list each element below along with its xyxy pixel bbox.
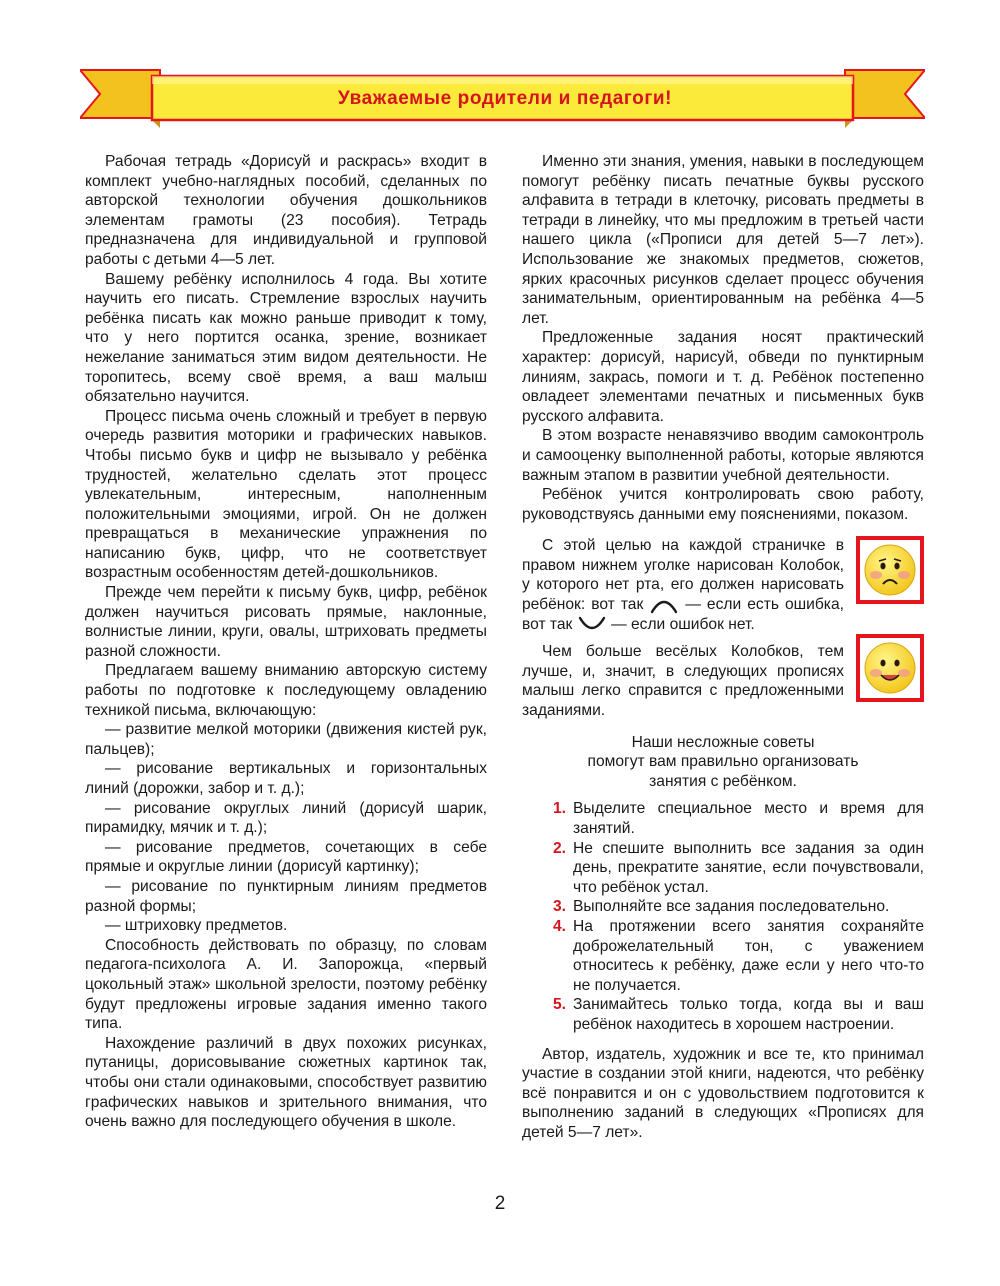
kolobok-paragraph	[522, 536, 844, 634]
tips-list	[522, 799, 924, 1034]
tips-intro-line: помогут вам правильно организовать	[587, 753, 859, 771]
frown-arc-icon	[649, 596, 679, 614]
paragraph: Процесс письма очень сложный и требует в первую очередь развития моторики и графических навыков. Чтобы письмо букв и цифр не вызывало у ребёнка трудностей, желательно сделать этот процесс увлекательным, интересным, наполненным положительными эмоциями, игрой. Он не должен превращаться в механические упражнения по написанию букв, цифр, что не соответствует возрастным особенностям детей-дошкольников.	[85, 407, 487, 582]
paragraph: Нахождение различий в двух похожих рисунках, путаницы, дорисовывание сюжетных картинок так, чтобы они стали одинаковыми, способствует развитию графических навыков и зрительного внимания, что очень важно для последующего обучения в школе.	[85, 1034, 487, 1131]
page-number: 2	[494, 1193, 506, 1214]
paragraph: Рабочая тетрадь «Дорисуй и раскрась» входит в комплект учебно-наглядных пособий, сделанных по авторской технологии обучения дошкольников элементам грамоты (23 пособия). Тетрадь предназначена для индивидуальной и групповой работы с детьми 4—5 лет.	[85, 153, 487, 268]
paragraph: Способность действовать по образцу, по словам педагога-психолога А. И. Запорожца, «первый цокольный этаж» школьной зрелости, поэтому ребёнку будут предложены игровые задания именно такого типа.	[85, 936, 487, 1033]
closing-paragraph: Автор, издатель, художник и все те, кто принимал участие в создании этой книги, надеются, что ребёнку всё понравится и он с удовольствием подготовится к выполнению заданий в следующих «Прописях для детей 5—7 лет».	[522, 1045, 924, 1141]
right-column	[522, 152, 924, 1143]
list-item: — рисование по пунктирным линиям предметов разной формы;	[85, 877, 487, 915]
list-item: — штриховку предметов.	[105, 917, 288, 935]
tip-item	[522, 917, 924, 995]
tip-item	[522, 839, 924, 898]
happy-kolobok-frame	[856, 634, 924, 702]
tip-number: 3.	[552, 898, 566, 916]
tip-number: 4.	[552, 917, 566, 935]
page-title: Уважаемые родители и педагоги!	[337, 88, 673, 109]
smile-arc-icon	[577, 616, 607, 634]
tip-text: Занимайтесь только тогда, когда вы и ваш ребёнок находитесь в хорошем настроении.	[573, 996, 924, 1033]
list-item: — развитие мелкой моторики (движения кистей рук, пальцев);	[85, 721, 487, 758]
tip-text: Выделите специальное место и время для занятий.	[573, 800, 924, 837]
paragraph: В этом возрасте ненавязчиво вводим самоконтроль и самооценку выполненной работы, которые являются важным этапом в развитии учебной деятельности.	[522, 427, 924, 484]
paragraph: Прежде чем перейти к письму букв, цифр, ребёнок должен научиться рисовать прямые, наклонные, волнистые линии, круги, овалы, штриховать предметы разной сложности.	[85, 584, 487, 660]
tips-intro-line: занятия с ребёнком.	[649, 772, 797, 790]
kolobok-followup	[522, 642, 924, 720]
kolobok-text-part3: — если ошибок нет.	[611, 615, 755, 633]
paragraph: Ребёнок учится контролировать свою работу, руководствуясь данными ему пояснениями, показом.	[522, 486, 924, 523]
tip-item	[522, 995, 924, 1034]
sad-kolobok-icon	[862, 542, 918, 598]
list-item: — рисование предметов, сочетающих в себе прямые и округлые линии (дорисуй картинку);	[85, 838, 487, 876]
left-column	[85, 152, 487, 1132]
list-item: — рисование вертикальных и горизонтальных линий (дорожки, забор и т. д.);	[85, 760, 487, 797]
kolobok-followup-paragraph: Чем больше весёлых Колобков, тем лучше, и, значит, в следующих прописях малыш легко справится с предложенными заданиями.	[522, 643, 844, 720]
list-item: — рисование округлых линий (дорисуй шарик, пирамидку, мячик и т. д.);	[85, 799, 487, 837]
paragraph: Предлагаем вашему вниманию авторскую систему работы по подготовке к последующему овладению техникой письма, включающую:	[85, 662, 487, 719]
tip-number: 1.	[552, 800, 566, 818]
happy-kolobok-icon	[862, 640, 918, 696]
paragraph: Именно эти знания, умения, навыки в последующем помогут ребёнку писать печатные буквы русского алфавита в тетради в клеточку, рисовать предметы в тетради в линейку, что мы предложим в третьей части нашего цикла («Прописи для детей 5—7 лет»). Использование же знакомых предметов, сюжетов, ярких красочных рисунков сделает процесс обучения занимательным, ориентированным на ребёнка 4—5 лет.	[522, 153, 924, 327]
sad-kolobok-frame	[856, 536, 924, 604]
tips-intro-line: Наши несложные советы	[631, 733, 815, 751]
paragraph: Вашему ребёнку исполнилось 4 года. Вы хотите научить его писать. Стремление взрослых научить ребёнка писать как можно раньше приводит к тому, что у него портится осанка, зрение, возникает нежелание заниматься этим видом деятельности. Не торопитесь, всему своё время, а ваш малыш обязательно научится.	[85, 270, 487, 406]
tip-number: 2.	[552, 839, 566, 857]
kolobok-text-part2: — если есть ошибка, вот так	[522, 596, 844, 633]
tips-intro	[522, 733, 924, 792]
tip-number: 5.	[552, 996, 566, 1014]
tip-text: Выполняйте все задания последовательно.	[573, 898, 890, 916]
kolobok-explanation	[522, 536, 924, 634]
kolobok-text-part1: С этой целью на каждой страничке в правом нижнем уголке нарисован Колобок, у которого нет рта, его должен нарисовать ребёнок: вот так	[522, 537, 844, 614]
paragraph: Предложенные задания носят практический характер: дорисуй, нарисуй, обведи по пунктирным линиям, закрась, помоги и т. д. Ребёнок постепенно овладеет элементами печатных и письменных букв русского алфавита.	[522, 329, 924, 425]
tip-item	[522, 897, 924, 917]
tip-text: Не спешите выполнить все задания за один день, прекратите занятие, если почувствовали, что ребёнок устал.	[573, 839, 924, 896]
tip-item	[522, 799, 924, 838]
tip-text: На протяжении всего занятия сохраняйте доброжелательный тон, с уважением относитесь к ребёнку, даже если у него что-то не получается.	[573, 917, 924, 994]
